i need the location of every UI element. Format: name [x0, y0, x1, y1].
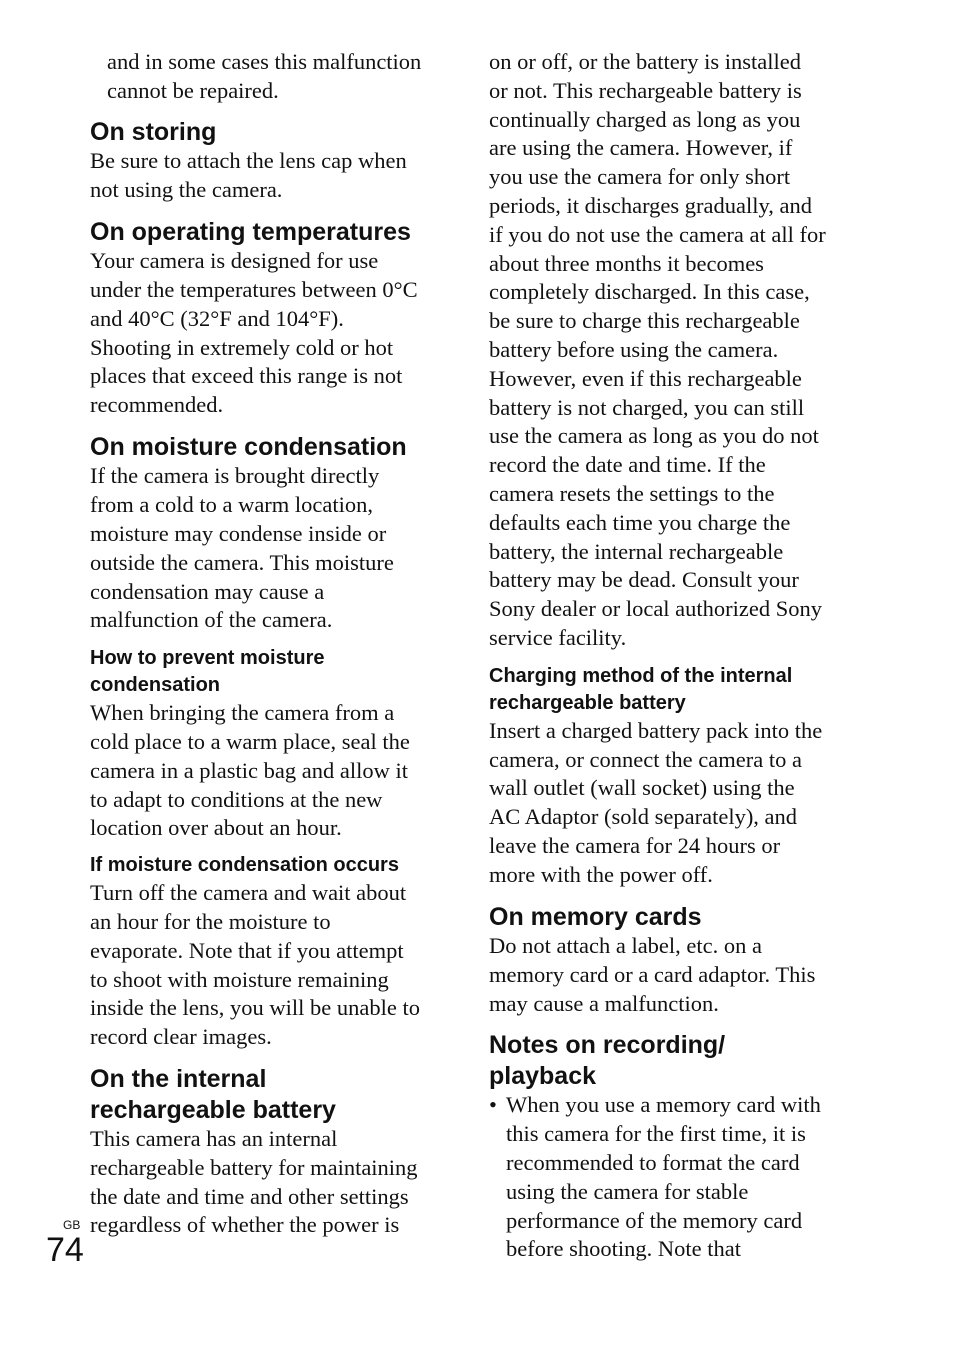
text-line: more with the power off.	[489, 861, 713, 887]
text-line: condensation may cause a	[90, 578, 325, 604]
text-line: continually charged as long as you	[489, 106, 801, 132]
text-line: battery, the internal rechargeable	[489, 538, 784, 564]
text-line: use the camera as long as you do not	[489, 423, 819, 449]
text-line: an hour for the moisture to	[90, 909, 331, 935]
text-line: be sure to charge this rechargeable	[489, 308, 800, 334]
section-recording	[489, 1030, 845, 1264]
text-line: are using the camera. However, if	[489, 135, 793, 161]
section-moisture	[90, 432, 450, 635]
text-line: before shooting. Note that	[506, 1236, 741, 1262]
text-line: Be sure to attach the lens cap when	[90, 148, 407, 174]
text-line: about three months it becomes	[489, 250, 764, 276]
section-heading: On moisture condensation	[90, 432, 407, 461]
text-line: Insert a charged battery pack into the	[489, 717, 823, 743]
text-line: this camera for the first time, it is	[506, 1121, 806, 1147]
text-line: defaults each time you charge the	[489, 509, 791, 535]
text-line: Your camera is designed for use	[90, 248, 379, 274]
bullet-text	[506, 1091, 821, 1264]
section-heading: On storing	[90, 117, 217, 146]
subsection-heading: condensation	[90, 674, 221, 697]
text-line: camera in a plastic bag and allow it	[90, 757, 408, 783]
text-line: from a cold to a warm location,	[90, 492, 374, 518]
text-line: When you use a memory card with	[506, 1092, 821, 1118]
text-line: to adapt to conditions at the new	[90, 786, 383, 812]
subsection-prevent	[90, 645, 450, 843]
text-line: performance of the memory card	[506, 1207, 803, 1233]
section-heading: On operating temperatures	[90, 217, 411, 246]
section-heading: On the internal	[90, 1065, 267, 1094]
text-line: on or off, or the battery is installed	[489, 49, 802, 74]
section-memory-cards	[489, 902, 845, 1019]
bullet-icon: •	[489, 1092, 497, 1118]
text-line: inside the lens, you will be unable to	[90, 995, 420, 1021]
text-line: cannot be repaired.	[107, 77, 279, 103]
text-line: Shooting in extremely cold or hot	[90, 334, 394, 360]
text-line: and 40°C (32°F and 104°F).	[90, 305, 344, 331]
text-line: camera, or connect the camera to a	[489, 746, 802, 772]
text-line: outside the camera. This moisture	[90, 549, 394, 575]
text-line: However, even if this rechargeable	[489, 365, 802, 391]
text-line: record clear images.	[90, 1024, 272, 1050]
section-heading: rechargeable battery	[90, 1095, 336, 1124]
battery-continued-paragraph	[489, 48, 845, 653]
page-language-code: GB	[63, 1218, 81, 1232]
subsection-heading: rechargeable battery	[489, 691, 686, 714]
text-line: Turn off the camera and wait about	[90, 880, 407, 906]
text-line: regardless of whether the power is	[90, 1212, 400, 1238]
text-line: camera resets the settings to the	[489, 480, 775, 506]
subsection-heading: Charging method of the internal	[489, 664, 793, 687]
text-line: location over about an hour.	[90, 815, 342, 841]
text-line: if you do not use the camera at all for	[489, 221, 826, 247]
text-line: rechargeable battery for maintaining	[90, 1154, 418, 1180]
section-storing	[90, 117, 450, 205]
text-line: not using the camera.	[90, 176, 283, 202]
text-line: wall outlet (wall socket) using the	[489, 775, 795, 801]
bullet-item	[489, 1091, 845, 1264]
text-line: cold place to a warm place, seal the	[90, 729, 410, 755]
text-line: battery before using the camera.	[489, 336, 779, 362]
subsection-charging	[489, 663, 845, 890]
text-line: battery is not charged, you can still	[489, 394, 805, 420]
section-temperatures	[90, 217, 450, 420]
text-line: under the temperatures between 0°C	[90, 276, 418, 302]
text-line: using the camera for stable	[506, 1178, 749, 1204]
text-line: This camera has an internal	[90, 1126, 338, 1152]
text-line: places that exceed this range is not	[90, 363, 403, 389]
section-heading: Notes on recording/	[489, 1031, 726, 1060]
text-line: recommended to format the card	[506, 1150, 800, 1175]
text-line: you use the camera for only short	[489, 164, 791, 190]
text-line: recommended.	[90, 392, 224, 418]
text-line: may cause a malfunction.	[489, 990, 719, 1016]
text-line: service facility.	[489, 624, 627, 650]
text-line: completely discharged. In this case,	[489, 279, 810, 305]
page-number: 74	[46, 1231, 84, 1269]
subsection-occurs	[90, 852, 450, 1052]
text-line: record the date and time. If the	[489, 452, 766, 478]
text-line: Do not attach a label, etc. on a	[489, 933, 763, 959]
text-line: AC Adaptor (sold separately), and	[489, 804, 798, 830]
right-column	[489, 48, 845, 1264]
section-heading: On memory cards	[489, 902, 702, 931]
section-heading: playback	[489, 1061, 597, 1090]
section-internal-battery	[90, 1064, 450, 1240]
text-line: moisture may condense inside or	[90, 521, 387, 547]
left-column	[90, 48, 450, 1240]
text-line: or not. This rechargeable battery is	[489, 77, 802, 103]
text-line: memory card or a card adaptor. This	[489, 961, 816, 987]
text-line: If the camera is brought directly	[90, 463, 380, 489]
text-line: the date and time and other settings	[90, 1183, 409, 1209]
text-line: malfunction of the camera.	[90, 607, 333, 633]
text-line: Sony dealer or local authorized Sony	[489, 596, 823, 622]
intro-paragraph	[90, 48, 450, 106]
text-line: When bringing the camera from a	[90, 700, 395, 726]
subsection-heading: How to prevent moisture	[90, 647, 325, 670]
text-line: to shoot with moisture remaining	[90, 966, 389, 992]
text-line: and in some cases this malfunction	[107, 49, 422, 74]
subsection-heading: If moisture condensation occurs	[90, 854, 399, 877]
text-line: periods, it discharges gradually, and	[489, 192, 813, 218]
text-line: leave the camera for 24 hours or	[489, 832, 781, 858]
text-line: evaporate. Note that if you attempt	[90, 937, 404, 963]
text-line: battery may be dead. Consult your	[489, 567, 799, 593]
